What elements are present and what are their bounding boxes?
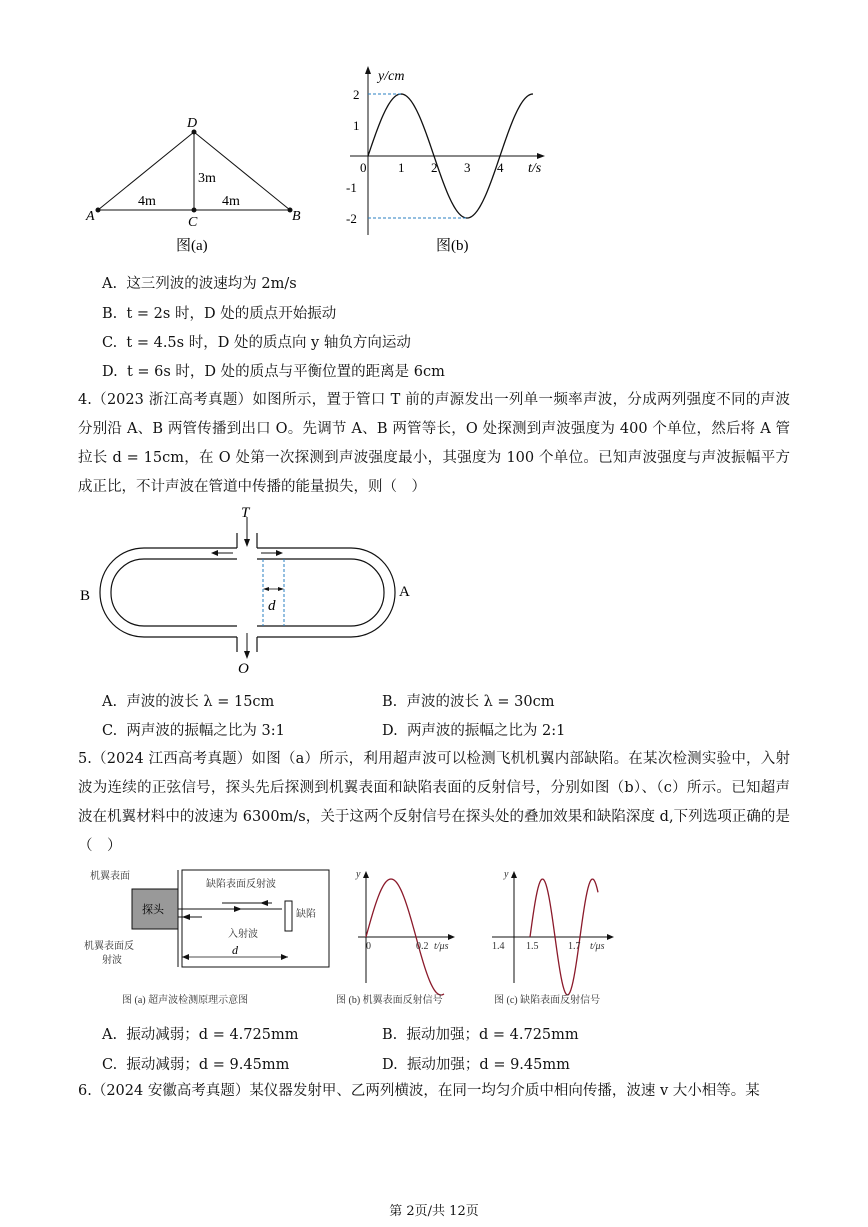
xtick: 1.7 xyxy=(568,941,581,952)
q3-option-a: A. 这三列波的波速均为 2m/s xyxy=(102,276,297,292)
q4-option-a: A. 声波的波长 λ = 15cm xyxy=(102,694,275,710)
xtick: 4 xyxy=(497,160,504,175)
label-defect-reflect: 缺陷表面反射波 xyxy=(206,879,276,890)
label-d: d xyxy=(268,598,276,614)
figure-ultrasound-setup xyxy=(82,865,334,1010)
label-defect: 缺陷 xyxy=(296,909,316,920)
q4-option-d: D. 两声波的振幅之比为 2:1 xyxy=(382,723,566,739)
label-surface-reflect: 机翼表面反 xyxy=(84,941,134,952)
label-wing-surface: 机翼表面 xyxy=(90,871,130,882)
q4-option-c: C. 两声波的振幅之比为 3:1 xyxy=(102,723,285,739)
ytick: 1 xyxy=(353,118,360,133)
xtick: 1.5 xyxy=(526,941,539,952)
q3-option-c: C. t = 4.5s 时，D 处的质点向 y 轴负方向运动 xyxy=(102,335,411,351)
q5-option-c: C. 振动减弱；d = 9.45mm xyxy=(102,1057,290,1073)
label-B: B xyxy=(80,588,91,604)
q5-option-d: D. 振动加强；d = 9.45mm xyxy=(382,1057,570,1073)
origin-label: 0 xyxy=(360,160,367,175)
ylabel: y/cm xyxy=(378,69,405,84)
q5-question-text: 5.（2024 江西高考真题）如图（a）所示，利用超声波可以检测飞机机翼内部缺陷。在某次检测实验中，入射波为连续的正弦信号，探头先后探测到机翼表面和缺陷表面的反射信号，分别如图（b）、（c）所示。已知超声波在机翼材料中的波速为 6300m/s，关于这两个反射信号在探头处的叠加效果和缺陷深度 d,下列选项正确的是（ ） xyxy=(78,751,790,854)
q3-option-d: D. t = 6s 时，D 处的质点与平衡位置的距离是 6cm xyxy=(102,364,445,380)
figure-a-caption: 图(a) xyxy=(176,238,208,254)
label-AC-length: 4m xyxy=(138,194,156,209)
q4-option-b: B. 声波的波长 λ = 30cm xyxy=(382,694,555,710)
xlabel: t/μs xyxy=(590,941,605,952)
label-DC-length: 3m xyxy=(198,171,216,186)
ytick: 2 xyxy=(353,87,360,102)
xtick: 1 xyxy=(398,160,405,175)
figure-a-caption: 图 (a) 超声波检测原理示意图 xyxy=(122,995,249,1006)
figure-a-triangle xyxy=(80,110,310,255)
label-C: C xyxy=(188,215,198,230)
xtick: 0 xyxy=(366,941,371,952)
figure-b-yt-graph xyxy=(340,60,560,260)
label-O: O xyxy=(238,661,249,677)
q3-option-b: B. t = 2s 时，D 处的质点开始振动 xyxy=(102,306,337,322)
xtick: 1.4 xyxy=(492,941,505,952)
q4-question-text: 4.（2023 浙江高考真题）如图所示，置于管口 T 前的声源发出一列单一频率声波，分成两列强度不同的声波分别沿 A、B 两管传播到出口 O。先调节 A、B 两管等长，O 处探测到声波强度为 400 个单位，然后将 A 管拉长 d = 15cm，在 O 处第一次探测到声波强度最小，其强度为 100 个单位。已知声波强度与声波振幅平方成正比，不计声波在管道中传播的能量损失，则（ ） xyxy=(78,392,790,495)
figure-b-caption: 图(b) xyxy=(436,238,469,254)
label-probe: 探头 xyxy=(142,904,164,916)
ytick: -1 xyxy=(346,180,357,195)
q5-option-b: B. 振动加强；d = 4.725mm xyxy=(382,1027,579,1043)
q5-option-a: A. 振动减弱；d = 4.725mm xyxy=(102,1027,299,1043)
label-D: D xyxy=(187,116,198,131)
label-depth-d: d xyxy=(232,943,238,957)
label-T: T xyxy=(241,505,250,521)
figure-c-caption: 图 (c) 缺陷表面反射信号 xyxy=(494,995,601,1006)
page-footer: 第 2页/共 12页 xyxy=(389,1204,479,1219)
label-incident: 入射波 xyxy=(228,929,258,940)
xtick: 0.2 xyxy=(416,941,429,952)
figure-surface-signal xyxy=(336,865,466,1010)
y-label: y xyxy=(356,869,361,880)
xlabel: t/μs xyxy=(434,941,449,952)
xtick: 2 xyxy=(431,160,438,175)
label-B: B xyxy=(292,209,301,224)
label-surface-reflect-2: 射波 xyxy=(102,955,122,966)
q6-question-text: 6.（2024 安徽高考真题）某仪器发射甲、乙两列横波，在同一均匀介质中相向传播，波速 v 大小相等。某 xyxy=(78,1083,760,1099)
xlabel: t/s xyxy=(528,161,542,176)
label-A: A xyxy=(399,584,410,600)
label-A: A xyxy=(86,209,95,224)
figure-defect-signal xyxy=(486,865,626,1010)
figure-b-caption: 图 (b) 机翼表面反射信号 xyxy=(336,995,443,1006)
y-label: y xyxy=(504,869,509,880)
ytick: -2 xyxy=(346,211,357,226)
figure-pipe xyxy=(75,505,435,680)
label-CB-length: 4m xyxy=(222,194,240,209)
xtick: 3 xyxy=(464,160,471,175)
